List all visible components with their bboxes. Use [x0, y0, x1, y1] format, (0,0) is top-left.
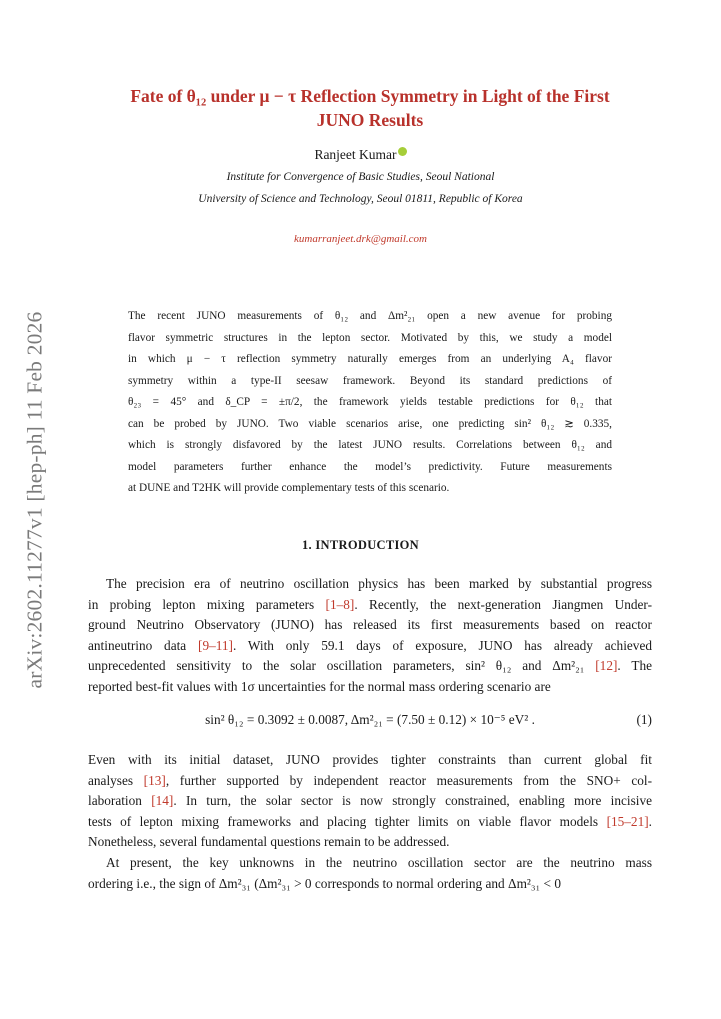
paragraph-3 [88, 853, 652, 894]
body-text: . [648, 813, 652, 829]
citation-link[interactable]: [9–11] [198, 637, 233, 653]
citation-link[interactable]: [12] [595, 658, 618, 674]
paper-title-line-1: Fate of θ₁₂ under μ − τ Reflection Symmetry in Light of the First [130, 86, 610, 106]
body-line: ground Neutrino Observatory (JUNO) has released its first measurements based on reactor [88, 617, 652, 633]
body-text: . In turn, the solar sector is now strongly constrained, enabling more incisive [173, 793, 653, 809]
author-block [0, 147, 721, 163]
affiliation-line-1: Institute for Convergence of Basic Studies, Seoul National [226, 171, 495, 183]
body-line [88, 595, 652, 616]
abstract-line: can be probed by JUNO. Two viable scenarios arise, one predicting sin² θ₁₂ ≳ 0.335, [128, 417, 612, 430]
body-line: reported best-fit values with 1σ uncertainties for the normal mass ordering scenario are [88, 678, 551, 694]
body-text: antineutrino data [88, 637, 199, 653]
citation-link[interactable]: [14] [151, 793, 174, 809]
author-email-link[interactable]: kumarranjeet.drk@gmail.com [294, 233, 427, 245]
abstract-line: in which μ − τ reflection symmetry naturally emerges from an underlying A₄ flavor [128, 353, 612, 365]
body-line: At present, the key unknowns in the neutrino oscillation sector are the neutrino mass [106, 855, 652, 870]
body-line [88, 771, 652, 792]
equation-number: (1) [636, 712, 652, 727]
orcid-icon[interactable] [398, 147, 407, 156]
body-text: in probing lepton mixing parameters [88, 596, 326, 612]
abstract-line: at DUNE and T2HK will provide complementary tests of this scenario. [128, 482, 450, 494]
abstract-line: θ₂₃ = 45° and δ_CP = ±π/2, the framework yields testable predictions for θ₁₂ that [128, 396, 612, 408]
section-heading-introduction: 1. INTRODUCTION [301, 538, 419, 552]
body-line [88, 791, 652, 812]
citation-link[interactable]: [13] [143, 772, 166, 788]
arxiv-id-text: arXiv:2602.11277v1 [hep-ph] 11 Feb 2026 [22, 311, 47, 689]
citation-link[interactable]: [1–8] [325, 596, 355, 612]
equation-1 [88, 712, 652, 734]
body-line: The precision era of neutrino oscillation physics has been marked by substantial progress [106, 576, 652, 591]
body-line: Even with its initial dataset, JUNO provides tighter constraints than current global fit [88, 752, 652, 767]
abstract-line: The recent JUNO measurements of θ₁₂ and Δm²₂₁ open a new avenue for probing [128, 310, 612, 322]
arxiv-identifier-stamp [20, 311, 50, 689]
citation-link[interactable]: [15–21] [606, 813, 649, 829]
author-name: Ranjeet Kumar [314, 147, 397, 162]
body-text: tests of lepton mixing frameworks and placing tighter limits on viable flavor models [88, 813, 607, 829]
body-line: Nonetheless, several fundamental questions remain to be addressed. [88, 834, 450, 850]
paragraph-2 [88, 750, 652, 853]
body-text: unprecedented sensitivity to the solar oscillation parameters, sin² θ₁₂ and Δm²₂₁ [88, 658, 596, 674]
body-text: , further supported by independent reactor measurements from the SNO+ col- [165, 772, 653, 788]
body-text: . With only 59.1 days of exposure, JUNO has already achieved [233, 637, 652, 653]
body-line [88, 812, 652, 833]
body-text: analyses [88, 772, 144, 788]
body-text: . The [617, 658, 652, 674]
paper-title-line-2: JUNO Results [316, 110, 424, 130]
body-line [88, 636, 652, 657]
equation-text: sin² θ₁₂ = 0.3092 ± 0.0087, Δm²₂₁ = (7.50 ± 0.12) × 10⁻⁵ eV² . [205, 712, 535, 727]
body-text: . Recently, the next-generation Jiangmen Under- [354, 596, 652, 612]
body-line [88, 656, 652, 677]
abstract-line: symmetry within a type-II seesaw framework. Beyond its standard predictions of [128, 374, 612, 387]
body-text: laboration [88, 793, 152, 809]
abstract [128, 306, 612, 500]
paragraph-1 [88, 574, 652, 698]
abstract-line: flavor symmetric structures in the lepton sector. Motivated by this, we study a model [128, 331, 612, 344]
affiliation-line-2: University of Science and Technology, Seoul 01811, Republic of Korea [198, 193, 523, 205]
abstract-line: model parameters further enhance the model’s predictivity. Future measurements [128, 460, 612, 473]
abstract-line: which is strongly disfavored by the latest JUNO results. Correlations between θ₁₂ and [128, 439, 612, 451]
body-line: ordering i.e., the sign of Δm²₃₁ (Δm²₃₁ > 0 corresponds to normal ordering and Δm²₃₁ < 0 [88, 875, 561, 891]
